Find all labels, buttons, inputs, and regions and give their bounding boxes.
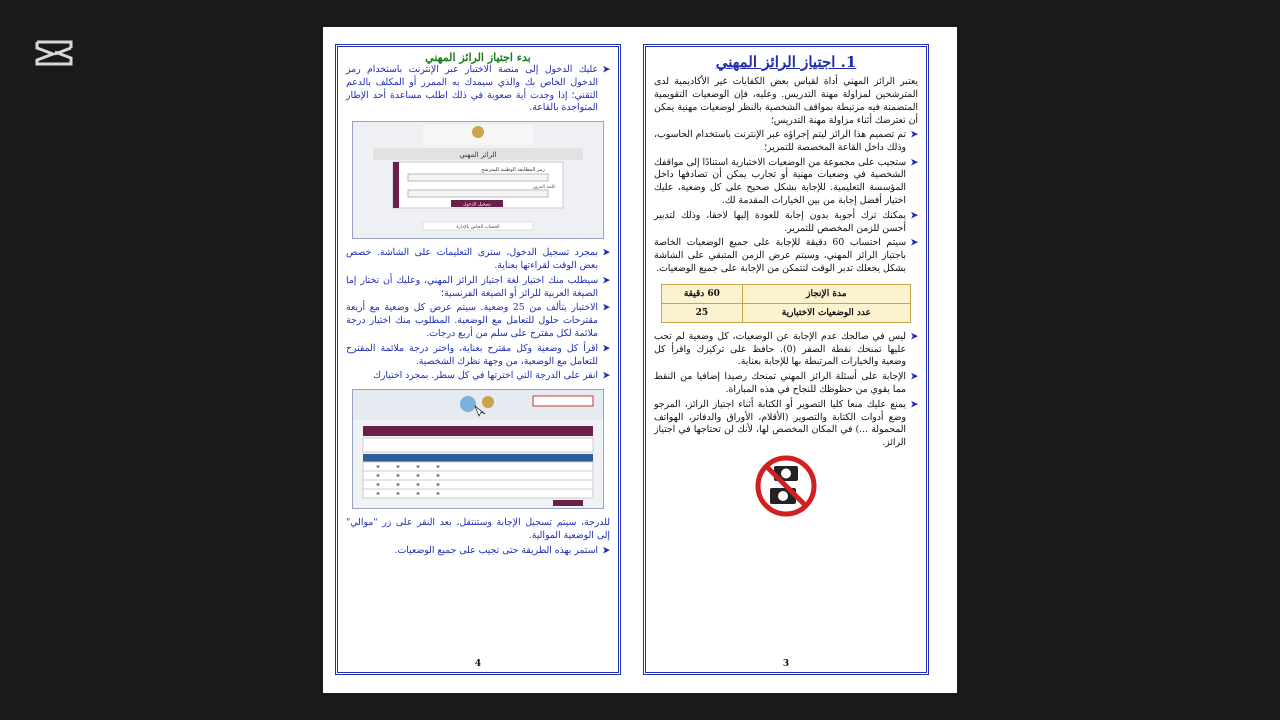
bullet-arrow-icon: ➤ bbox=[602, 248, 610, 259]
list-item: ➤ ستجيب على مجموعة من الوضعيات الاختبارية استنادًا إلى مواقفك الشخصية في وضعيات مهنية أو تجارب يمكن أن تصادفها داخل المؤسسة التعليمية. للإجابة بشكل صحيح على كل وضعية، عليك اختيار أفضل إجابة من بين الخيارات المقدمة لك. bbox=[654, 156, 918, 206]
list-item: ➤ ليس في صالحك عدم الإجابة عن الوضعيات، كل وضعية لم تجب عليها تمنحك نقطة الصفر (0). حافظ على تركيزك واقرأ كل وضعية والخيارات المرتبطة بها للإجابة بعناية. bbox=[654, 330, 918, 368]
table-row bbox=[662, 303, 911, 322]
bullet-arrow-icon: ➤ bbox=[910, 372, 918, 383]
list-item: ➤ عليك الدخول إلى منصة الاختبار عبر الإنترنت باستخدام رمز الدخول الخاص بك والذي سيمدك به الممرر أو المكلف بالدعم التقني؛ إذا وجدت أية صعوبة في ذلك اطلب مساعدة أحد الإطار المتواجدة بالقاعة. bbox=[346, 64, 610, 114]
bullet-arrow-icon: ➤ bbox=[602, 545, 610, 556]
after-answer-instructions bbox=[346, 517, 610, 557]
test-info-list bbox=[654, 129, 918, 276]
list-item: ➤ انقر على الدرجة التي اخترتها في كل سطر. بمجرد اختيارك bbox=[373, 370, 610, 382]
list-item: ➤ تم تصميم هذا الرائز ليتم إجراؤه عبر الإنترنت باستخدام الحاسوب، وذلك داخل القاعة المخصصة للتمرير؛ bbox=[654, 129, 918, 153]
login-screen-image bbox=[352, 121, 604, 239]
table-cell-value: 25 bbox=[662, 303, 743, 322]
bullet-arrow-icon: ➤ bbox=[910, 157, 918, 168]
list-item: للدرجة، سيتم تسجيل الإجابة وستنتقل، بعد النقر على زر "موالي" إلى الوضعية الموالية. bbox=[346, 517, 610, 541]
rules-list bbox=[654, 331, 918, 450]
list-item: ➤ سيتم احتساب 60 دقيقة للإجابة على جميع الوضعيات الخاصة باجتياز الرائز المهني، وسيتم عرض الزمن المتبقي على الشاشة بشكل يجعلك تدبر الوقت لتتمكن من الإجابة على جميع الوضعيات. bbox=[654, 237, 918, 274]
test-summary-table bbox=[661, 284, 911, 323]
bullet-arrow-icon: ➤ bbox=[910, 130, 918, 140]
page-number: 3 bbox=[782, 659, 790, 669]
page-number: 4 bbox=[474, 659, 482, 669]
bullet-arrow-icon: ➤ bbox=[910, 331, 918, 342]
bullet-arrow-icon: ➤ bbox=[602, 303, 610, 314]
table-cell-label: عدد الوضعيات الاختبارية bbox=[742, 303, 910, 322]
no-camera-icon bbox=[744, 454, 828, 518]
list-item: ➤ اقرأ كل وضعية وكل مقترح بعناية، واختر درجة ملائمة المقترح للتعامل مع الوضعية، من وجهة نظرك الشخصية. bbox=[346, 342, 610, 367]
page-3-title: 1. اجتياز الرائز المهني bbox=[715, 53, 857, 71]
list-item: ➤ بمجرد تسجيل الدخول، سترى التعليمات على الشاشة. خصص بعض الوقت لقراءتها بعناية. bbox=[346, 247, 610, 271]
login-button-text: تسجيل الدخول bbox=[463, 202, 491, 208]
bullet-arrow-icon: ➤ bbox=[910, 238, 918, 249]
login-instructions bbox=[346, 64, 610, 115]
bullet-arrow-icon: ➤ bbox=[910, 399, 918, 410]
page-4-panel bbox=[335, 44, 621, 675]
bullet-arrow-icon: ➤ bbox=[910, 210, 918, 221]
list-item: ➤ يمكنك ترك أجوبة بدون إجابة للعودة إليها لاحقا، وذلك لتدبير أحسن للزمن المخصص للتمرير. bbox=[654, 209, 918, 234]
login-field-label: كلمة المرور bbox=[533, 185, 556, 191]
login-prompt-text: رمز المطابقة الوطنية للمترشح bbox=[481, 167, 545, 174]
document-page-spread bbox=[323, 27, 957, 693]
list-item: ➤ الإجابة على أسئلة الرائز المهني تمنحك رصيدا إضافيا من النقط مما يقوي من حظوظك للنجاح في هذه المباراة. bbox=[654, 371, 918, 395]
page-4-title: بدء اجتياز الرائز المهني bbox=[425, 51, 531, 64]
list-item: ➤ يمنع عليك منعا كليا التصوير أو الكتابة أثناء اجتياز الرائز، المرجو وضع أدوات الكتابة والتصوير (الأقلام، الأوراق والدفاتر، الهواتف المحمولة ...) في المكان المخصص لها، لأنك لن تحتاجها في اجتياز الرائز. bbox=[654, 398, 918, 449]
bullet-arrow-icon: ➤ bbox=[602, 371, 610, 382]
table-cell-value: 60 دقيقة bbox=[662, 284, 743, 303]
login-footer-text: الحساب الخاص بالإدارة bbox=[456, 225, 500, 231]
bullet-arrow-icon: ➤ bbox=[602, 275, 610, 286]
bullet-arrow-icon: ➤ bbox=[602, 65, 610, 75]
list-item: ➤ الاختبار يتألف من 25 وضعية. سيتم عرض كل وضعية مع أربعة مقترحات حلول للتعامل مع الوضعية. المطلوب منك اختيار درجة ملائمة لكل مقترح على سلم من أربع درجات. bbox=[346, 302, 610, 339]
test-instructions bbox=[346, 247, 610, 383]
table-row bbox=[662, 284, 911, 303]
page-3-panel bbox=[643, 44, 929, 675]
test-screen-image bbox=[352, 389, 604, 509]
bullet-arrow-icon: ➤ bbox=[602, 343, 610, 354]
login-header-text: الرائز المهني bbox=[459, 151, 497, 160]
capcut-logo-icon bbox=[33, 36, 75, 70]
table-cell-label: مدة الإنجاز bbox=[742, 284, 910, 303]
intro-paragraph: يعتبر الرائز المهني أداة لقياس بعض الكفايات غير الأكاديمية لدى المترشحين لمزاولة مهنة التدريس. وعليه، فإن الوضعيات التقويمية المتضمنة فيه مرتبطة بمواقف الشخصية بالنظر لوضعيات مهنية يمكن أن تعترضك أثناء مزاولة مهنة التدريس؛ bbox=[654, 76, 918, 126]
list-item: ➤ سيطلب منك اختيار لغة اجتياز الرائز المهني، وعليك أن تختار إما الصيغة العربية للرائز أو الصيغة الفرنسية؛ bbox=[346, 274, 610, 299]
list-item: ➤ استمر بهذه الطريقة حتى تجيب على جميع الوضعيات. bbox=[394, 544, 610, 556]
